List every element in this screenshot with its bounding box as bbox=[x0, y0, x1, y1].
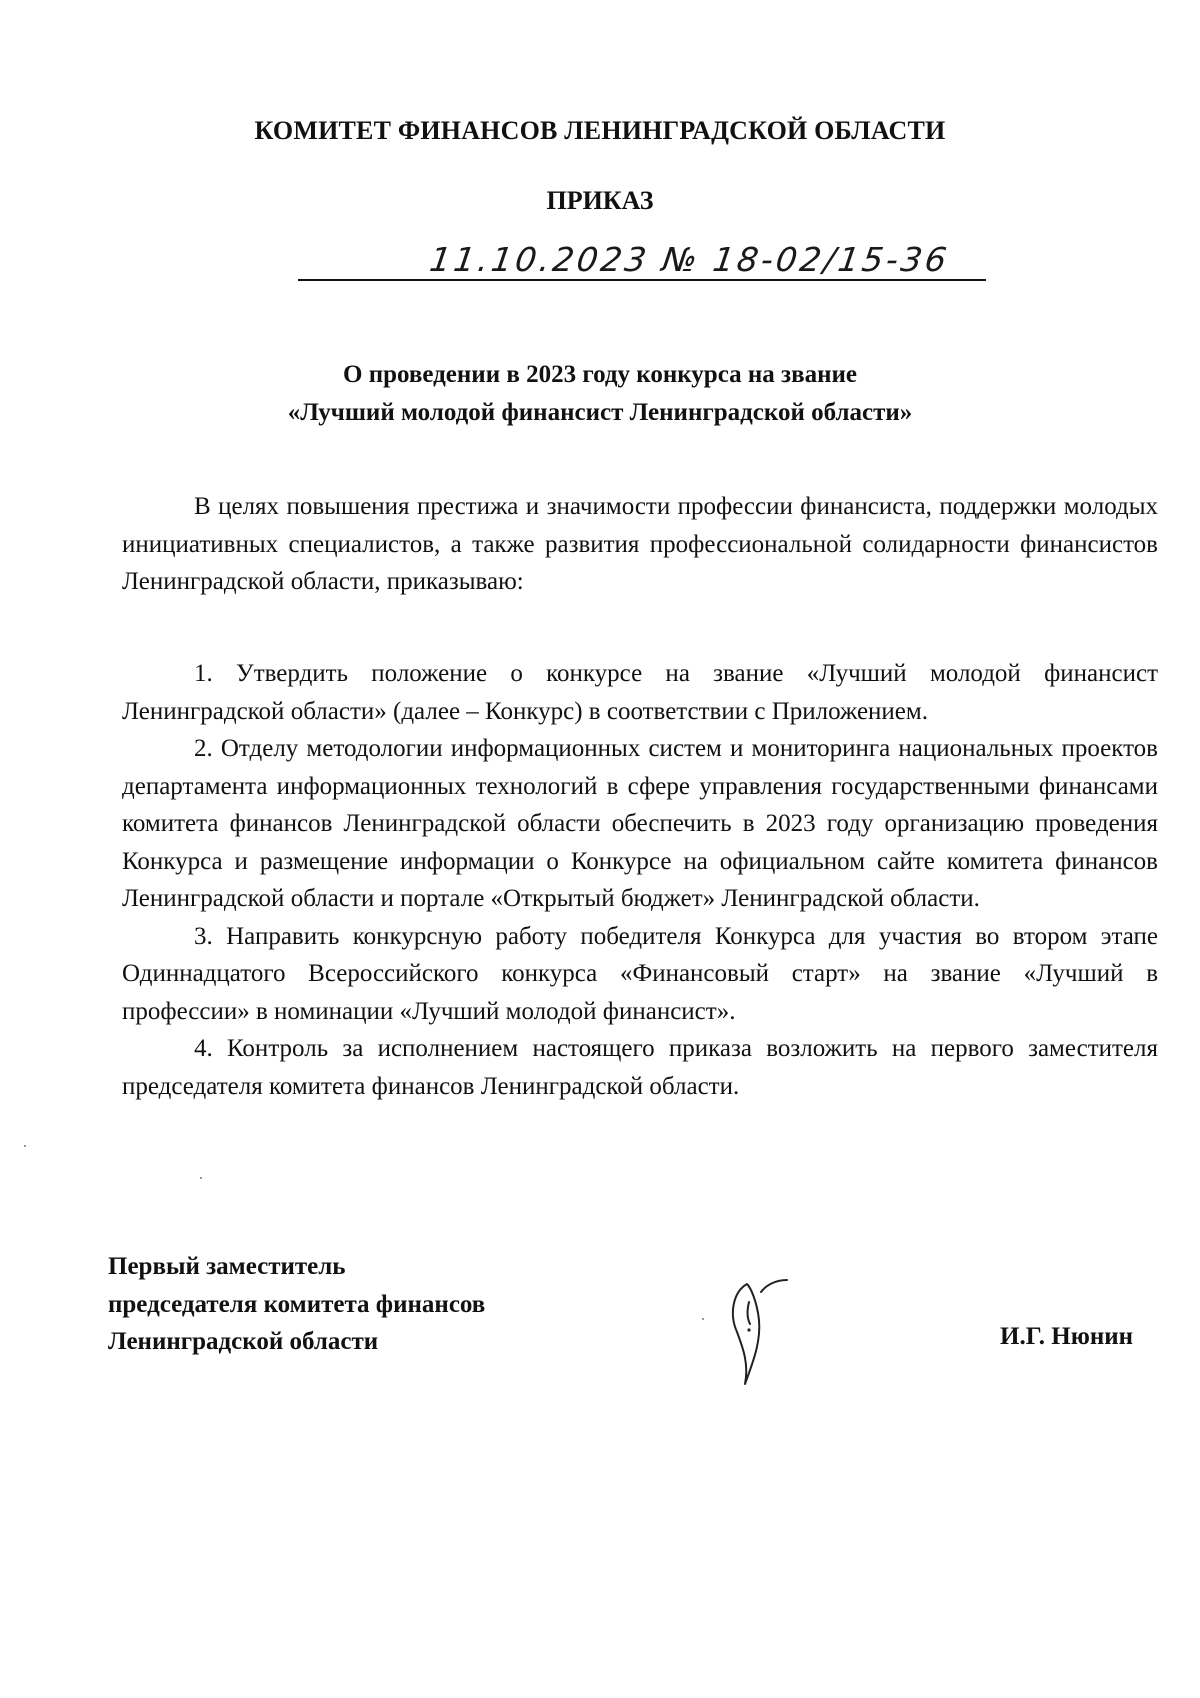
order-item-2: 2. Отделу методологии информационных систем и мониторинга национальных проектов департамента информационных технологий в сфере управления государственными финансами комитета финансов Ленинградской области обеспечить в 2023 году организацию проведения Конкурса и размещение информации о Конкурсе на официальном сайте комитета финансов Ленинградской области и портале «Открытый бюджет» Ленинградской области. bbox=[122, 735, 1158, 912]
signer-position-line-2: председателя комитета финансов bbox=[108, 1290, 486, 1318]
order-subject bbox=[0, 356, 1200, 432]
signer-name: И.Г. Нюнин bbox=[1000, 1323, 1134, 1350]
scan-speck bbox=[24, 1145, 26, 1147]
order-item-3: 3. Направить конкурсную работу победителя Конкурса для участия во втором этапе Одиннадцатого Всероссийского конкурса «Финансовый старт» на звание «Лучший в профессии» в номинации «Лучший молодой финансист». bbox=[122, 922, 1158, 1025]
order-item-1: 1. Утвердить положение о конкурсе на звание «Лучший молодой финансист Ленинградской области» (далее – Конкурс) в соответствии с Приложением. bbox=[122, 660, 1158, 725]
organization-title: КОМИТЕТ ФИНАНСОВ ЛЕНИНГРАДСКОЙ ОБЛАСТИ bbox=[254, 116, 946, 145]
signer-position-line-1: Первый заместитель bbox=[108, 1253, 346, 1280]
signer-position-line-3: Ленинградской области bbox=[108, 1328, 379, 1355]
order-items bbox=[122, 655, 1158, 1105]
document-type-heading: ПРИКАЗ bbox=[546, 186, 654, 215]
signer-position bbox=[108, 1248, 485, 1361]
subject-line-1: О проведении в 2023 году конкурса на звание bbox=[343, 361, 857, 388]
preamble bbox=[122, 488, 1158, 601]
preamble-paragraph: В целях повышения престижа и значимости профессии финансиста, поддержки молодых инициативных специалистов, а также развития профессиональной солидарности финансистов Ленинградской области, приказываю: bbox=[122, 493, 1158, 595]
subject-line-2: «Лучший молодой финансист Ленинградской области» bbox=[287, 399, 913, 426]
scan-speck bbox=[200, 1177, 202, 1179]
scan-speck bbox=[702, 1318, 704, 1320]
date-number-underline bbox=[298, 279, 986, 281]
handwritten-date-number: 11.10.2023 № 18-02/15-36 bbox=[427, 240, 952, 279]
order-item-4: 4. Контроль за исполнением настоящего приказа возложить на первого заместителя председателя комитета финансов Ленинградской области. bbox=[122, 1035, 1158, 1100]
handwritten-signature bbox=[715, 1272, 795, 1388]
